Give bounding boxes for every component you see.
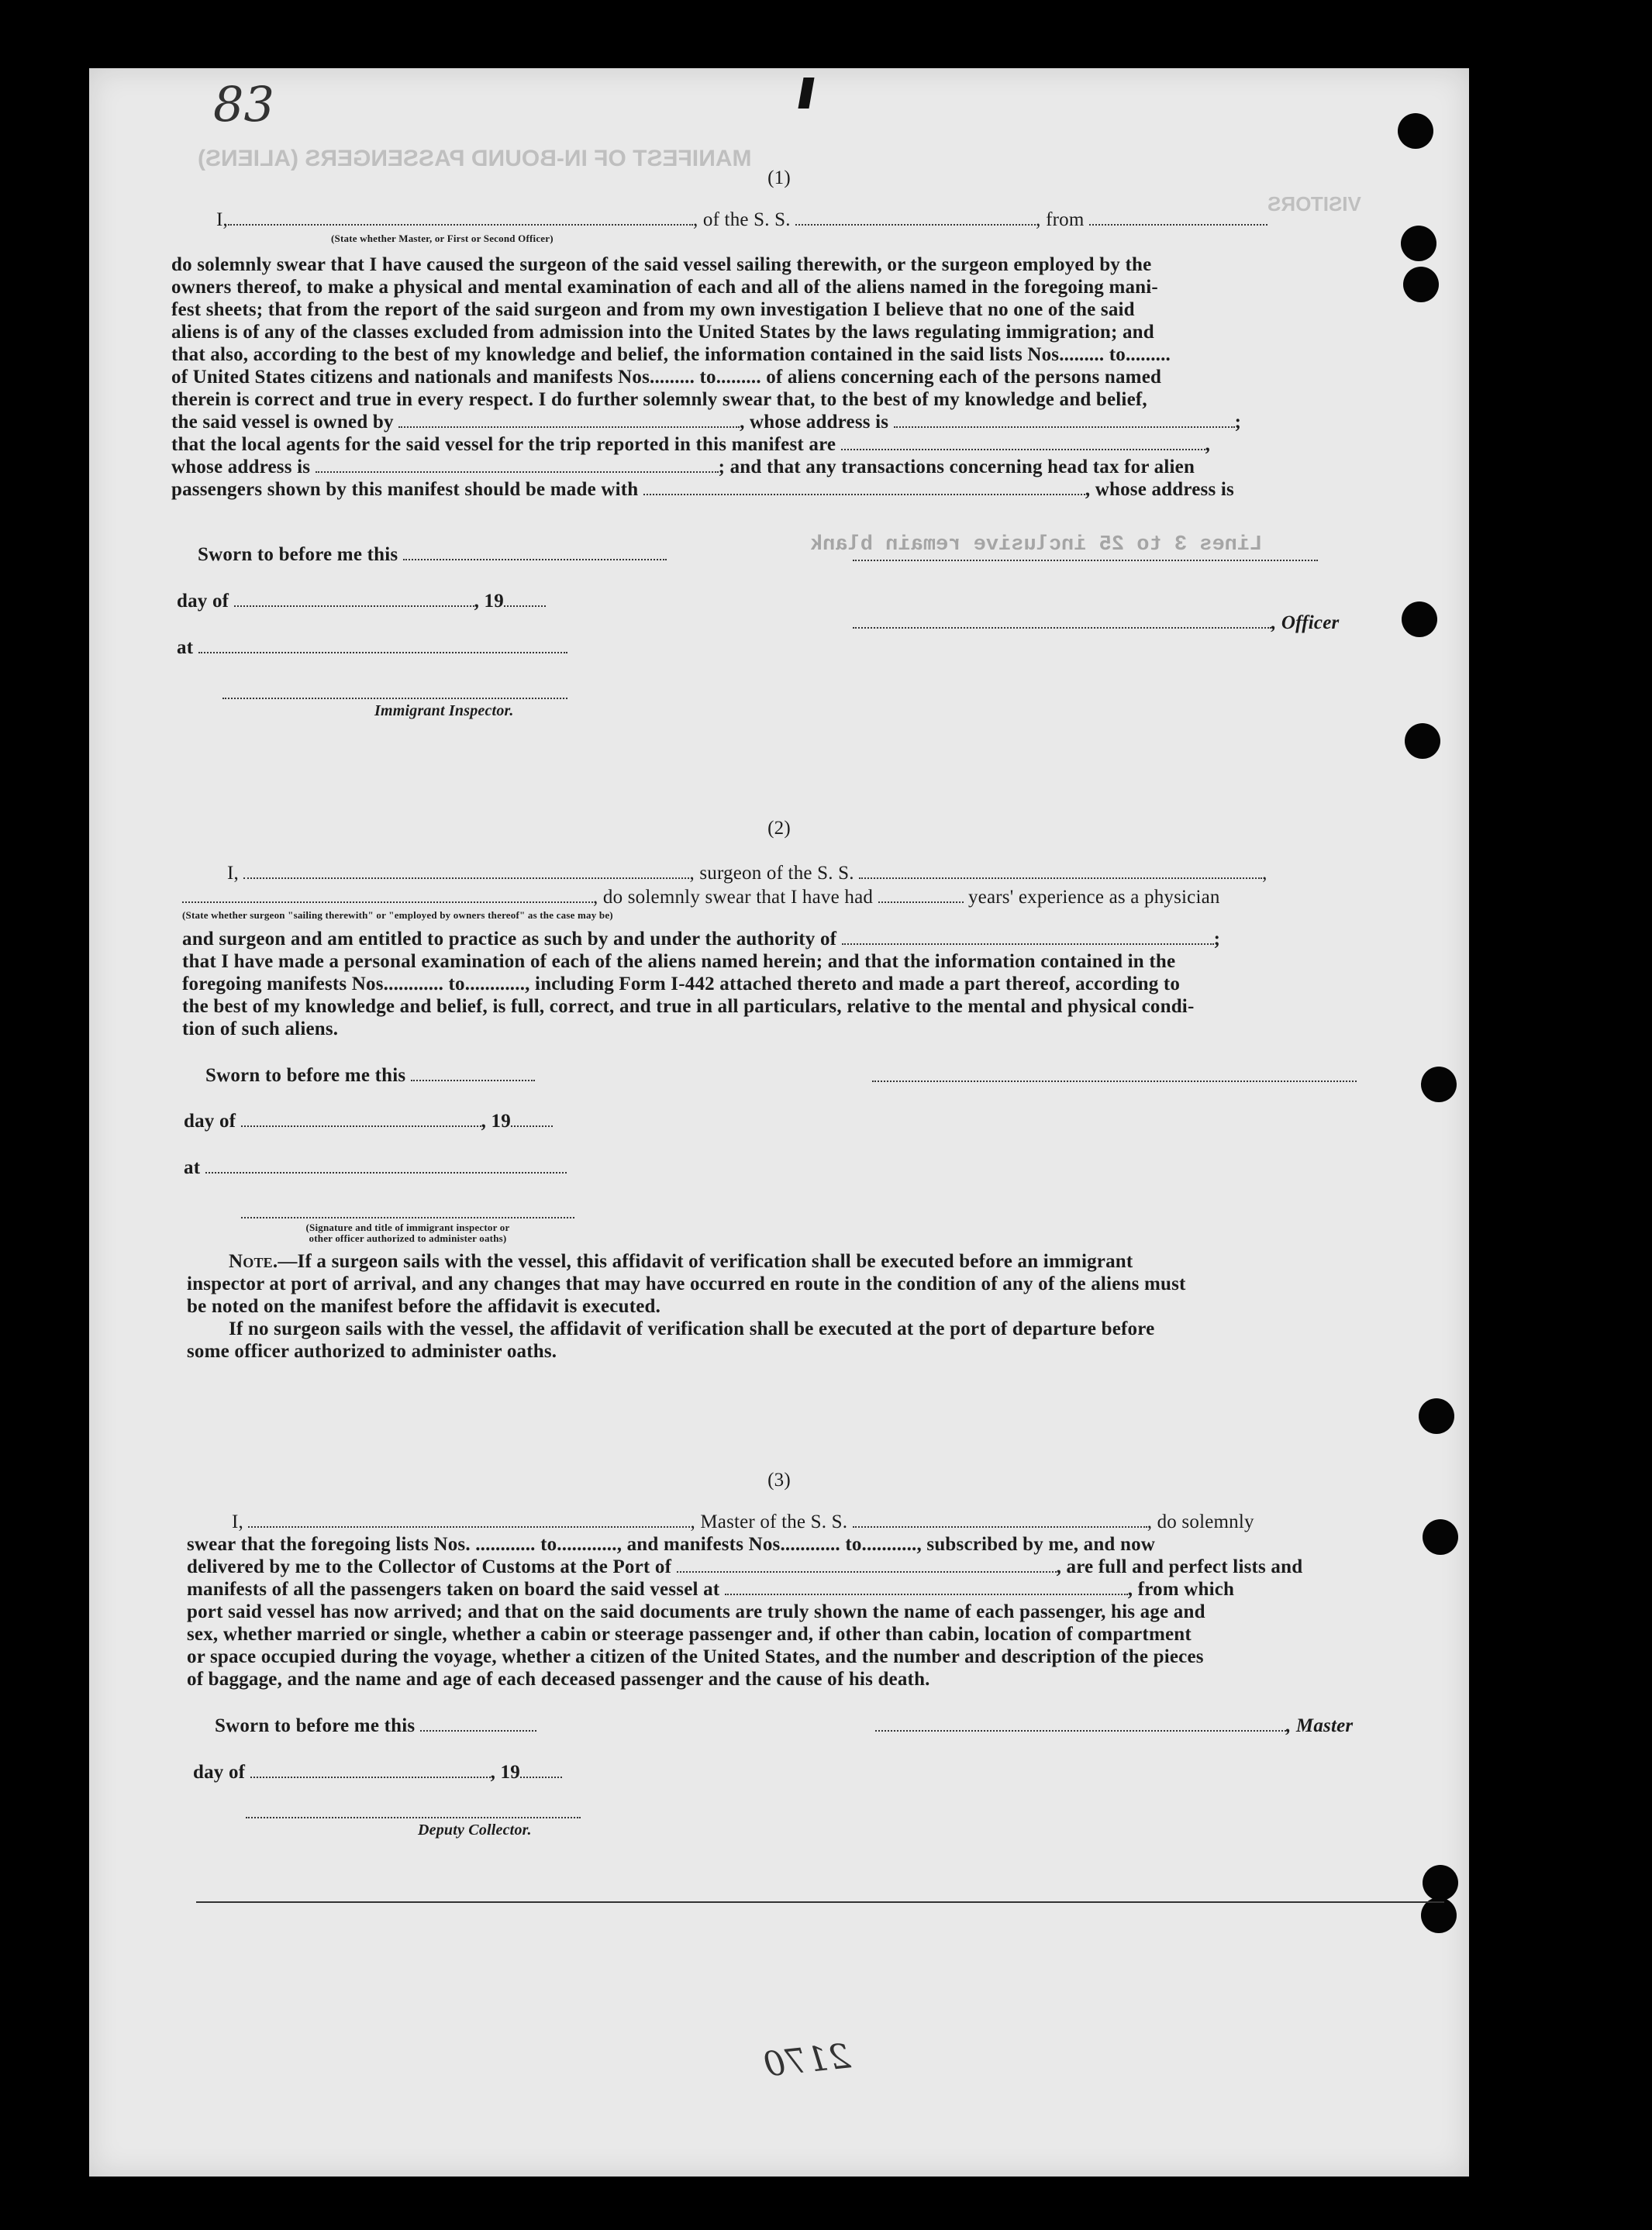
s3-collector-line bbox=[246, 1817, 581, 1818]
s3-line3: delivered by me to the Collector of Customs at the Port of , are full and perfect lists and bbox=[187, 1556, 1303, 1577]
s2-day: day of , 19 bbox=[184, 1111, 553, 1132]
s3-line2: swear that the foregoing lists Nos. ............ to............, and manifests Nos............ to..........., subscribed by me, and now bbox=[187, 1534, 1156, 1555]
punch-hole bbox=[1423, 1519, 1458, 1555]
ghost-header: MANIFEST OF IN-BOUND PASSENGERS (ALIENS) bbox=[198, 146, 752, 171]
s1-line8: therein is correct and true in every respect. I do further solemnly swear that, to the best of my knowledge and belief, bbox=[171, 389, 1147, 410]
punch-hole bbox=[1398, 113, 1433, 149]
s1-line1: I, , of the S. S. , from bbox=[216, 209, 1267, 231]
s2-sig-caption1: (Signature and title of immigrant inspector or bbox=[305, 1222, 510, 1233]
bottom-rule bbox=[196, 1901, 1444, 1903]
s1-at: at bbox=[177, 637, 567, 659]
s3-collector: Deputy Collector. bbox=[418, 1822, 532, 1839]
s1-line5: aliens is of any of the classes excluded from admission into the United States by the laws regulating immigration; and bbox=[171, 322, 1154, 343]
s2-sig-caption2: other officer authorized to administer oaths) bbox=[309, 1232, 507, 1244]
s2-line7: tion of such aliens. bbox=[182, 1018, 339, 1039]
bottom-handwriting: 2170 bbox=[761, 2036, 853, 2085]
s2-line6: the best of my knowledge and belief, is full, correct, and true in all particulars, relative to the mental and physical condi- bbox=[182, 996, 1195, 1017]
s1-day: day of , 19 bbox=[177, 591, 546, 612]
s3-line7: or space occupied during the voyage, whether a citizen of the United States, and the number and description of the pieces bbox=[187, 1646, 1204, 1667]
s1-line7: of United States citizens and nationals and manifests Nos......... to......... of aliens concerning each of the persons named bbox=[171, 367, 1162, 388]
s1-sworn: Sworn to before me this bbox=[198, 544, 667, 566]
s1-line3: owners thereof, to make a physical and mental examination of each and all of the aliens named in the foregoing mani- bbox=[171, 277, 1158, 298]
s3-line4: manifests of all the passengers taken on board the said vessel at , from which bbox=[187, 1579, 1235, 1600]
s2-sig-caption-line bbox=[241, 1217, 574, 1218]
s2-note2: inspector at port of arrival, and any changes that may have occurred en route in the condition of any of the aliens must bbox=[187, 1274, 1186, 1294]
ghost-mid: Lines 3 to 25 inclusive remain blank bbox=[810, 533, 1263, 557]
s2-line2-caption: (State whether surgeon "sailing therewith" or "employed by owners thereof" as the case may be) bbox=[182, 909, 613, 921]
s2-sig-line bbox=[872, 1081, 1357, 1082]
s1-line10: that the local agents for the said vessel for the trip reported in this manifest are , bbox=[171, 434, 1211, 455]
s2-note4: If no surgeon sails with the vessel, the affidavit of verification shall be executed at the port of departure before bbox=[229, 1318, 1155, 1339]
punch-hole bbox=[1403, 267, 1439, 302]
s2-line4: that I have made a personal examination of each of the aliens named herein; and that the information contained in the bbox=[182, 951, 1176, 972]
s2-line2: , do solemnly swear that I have had years' experience as a physician bbox=[182, 887, 1220, 908]
punch-hole bbox=[1419, 1398, 1454, 1434]
punch-hole bbox=[1421, 1067, 1457, 1102]
s1-inspector: Immigrant Inspector. bbox=[374, 702, 514, 719]
punch-hole bbox=[1423, 1865, 1458, 1901]
ghost-right: VISITORS bbox=[1267, 192, 1361, 215]
s1-line12: passengers shown by this manifest should be made with , whose address is bbox=[171, 479, 1234, 500]
s3-line6: sex, whether married or single, whether a cabin or steerage passenger and, if other than cabin, location of compartment bbox=[187, 1624, 1192, 1645]
s3-sworn: Sworn to before me this bbox=[215, 1715, 536, 1737]
s3-day: day of , 19 bbox=[193, 1762, 562, 1784]
s3-line8: of baggage, and the name and age of each deceased passenger and the cause of his death. bbox=[187, 1669, 930, 1690]
section-1-number: (1) bbox=[767, 167, 791, 188]
s1-line9: the said vessel is owned by , whose address is ; bbox=[171, 412, 1242, 433]
s1-inspector-line bbox=[222, 698, 567, 699]
s1-line11: whose address is ; and that any transactions concerning head tax for alien bbox=[171, 457, 1195, 477]
punch-hole bbox=[1402, 601, 1437, 637]
s2-line3: and surgeon and am entitled to practice as such by and under the authority of ; bbox=[182, 929, 1221, 950]
s1-sig-line bbox=[853, 560, 1318, 561]
s1-officer: , Officer bbox=[853, 612, 1339, 634]
punch-hole bbox=[1405, 723, 1440, 759]
s3-master: , Master bbox=[875, 1715, 1353, 1737]
s1-line2: do solemnly swear that I have caused the surgeon of the said vessel sailing therewith, or the surgeon employed by the bbox=[171, 254, 1152, 275]
s2-line5: foregoing manifests Nos............ to............, including Form I-442 attached thereto and made a part thereof, according to bbox=[182, 974, 1181, 994]
s3-line5: port said vessel has now arrived; and that on the said documents are truly shown the name of each passenger, his age and bbox=[187, 1601, 1205, 1622]
s2-line1: I, , surgeon of the S. S. , bbox=[227, 863, 1267, 884]
manifest-page bbox=[89, 68, 1469, 2177]
s1-line4: fest sheets; that from the report of the said surgeon and from my own investigation I believe that no one of the said bbox=[171, 299, 1135, 320]
s2-note1: Note.—If a surgeon sails with the vessel, this affidavit of verification shall be executed before an immigrant bbox=[229, 1251, 1133, 1272]
s2-note3: be noted on the manifest before the affidavit is executed. bbox=[187, 1296, 661, 1317]
punch-hole bbox=[1401, 226, 1436, 261]
s2-note5: some officer authorized to administer oaths. bbox=[187, 1341, 557, 1362]
s2-at: at bbox=[184, 1157, 567, 1179]
ink-mark bbox=[798, 78, 814, 109]
s3-line1: I, , Master of the S. S. , do solemnly bbox=[232, 1511, 1254, 1532]
s1-line6: that also, according to the best of my knowledge and belief, the information contained in the said lists Nos......... to......... bbox=[171, 344, 1171, 365]
section-3-number: (3) bbox=[767, 1470, 791, 1491]
section-2-number: (2) bbox=[767, 818, 791, 839]
s1-line1-caption: (State whether Master, or First or Second Officer) bbox=[331, 233, 554, 244]
page-number: 83 bbox=[213, 76, 274, 133]
s2-sworn: Sworn to before me this bbox=[205, 1065, 535, 1087]
